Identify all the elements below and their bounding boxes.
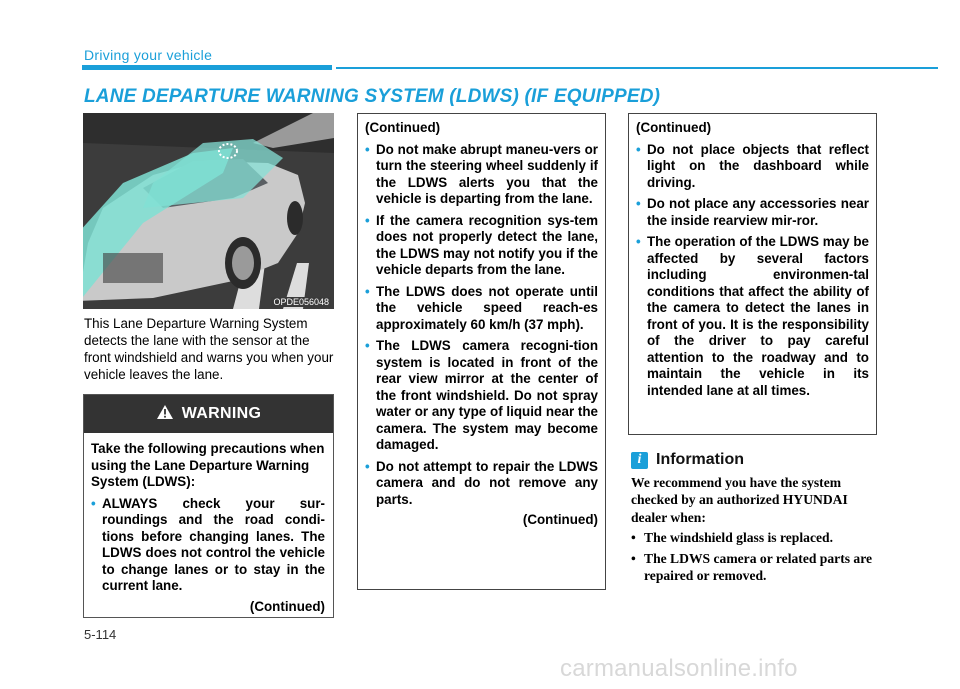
warning-box: [83, 394, 334, 618]
middle-continued-bottom: (Continued): [522, 512, 598, 527]
section-label: Driving your vehicle: [84, 47, 213, 63]
middle-warning-box: [357, 113, 606, 590]
figure-code: OPDE056048: [273, 297, 329, 307]
info-icon: i: [631, 452, 648, 469]
warning-lead: Take the following precautions when using the Lane Departure Warning System (LDWS):: [91, 441, 325, 489]
bullet-dot-icon: •: [365, 283, 370, 299]
bullet-dot-icon: •: [636, 234, 641, 249]
middle-bullet: • Do not make abrupt maneu-vers or turn the steering wheel suddenly if the LDWS alerts you that the vehicle is departing from the lane.: [365, 141, 598, 206]
right-bullet: • Do not place any accessories near the inside rearview mir-ror.: [636, 196, 869, 228]
header-rule-thin: [336, 67, 938, 69]
intro-text: This Lane Departure Warning System detects the lane with the sensor at the front windshield and warns you when your vehicle leaves the lane.: [84, 316, 334, 382]
right-continued-top: (Continued): [636, 120, 712, 135]
bullet-dot-icon: •: [631, 530, 636, 546]
middle-bullet: • If the camera recognition sys-tem does not properly detect the lane, the LDWS may not notify you if the vehicle departs from the lane.: [365, 212, 598, 277]
warning-continued: (Continued): [249, 598, 325, 614]
bullet-dot-icon: •: [365, 458, 370, 474]
middle-bullet: • The LDWS camera recogni-tion system is located in front of the rear view mirror at the center of the front windshield. Do not spray water or any type of liquid near the camera. The system may become damaged.: [365, 338, 598, 452]
watermark: carmanualsonline.info: [560, 655, 798, 682]
information-lead: We recommend you have the system checked by an authorized HYUNDAI dealer when:: [631, 475, 848, 525]
page-title: LANE DEPARTURE WARNING SYSTEM (LDWS) (IF EQUIPPED): [84, 86, 661, 107]
information-title: Information: [656, 451, 744, 468]
bullet-dot-icon: •: [365, 141, 370, 157]
middle-continued-top: (Continued): [365, 120, 441, 135]
right-bullet: • Do not place objects that reflect light on the dashboard while driving.: [636, 141, 869, 190]
right-warning-box: [628, 113, 877, 435]
information-heading: [631, 451, 744, 469]
information-text: [631, 474, 879, 584]
information-item: • The windshield glass is replaced.: [631, 530, 833, 546]
middle-bullet: • The LDWS does not operate until the vehicle speed reach-es approximately 60 km/h (37 mph).: [365, 283, 598, 332]
bullet-dot-icon: •: [631, 550, 636, 566]
car-camera-zone-illustration: [83, 113, 334, 309]
header-rule-thick: [82, 65, 332, 70]
bullet-dot-icon: •: [636, 196, 641, 211]
warning-heading: WARNING: [181, 405, 262, 422]
bullet-dot-icon: •: [365, 338, 370, 353]
bullet-dot-icon: •: [365, 212, 370, 228]
bullet-dot-icon: •: [636, 141, 641, 157]
warning-triangle-icon: [156, 404, 174, 425]
warning-header: [84, 395, 333, 433]
bullet-dot-icon: •: [91, 495, 96, 511]
car-illustration: [83, 113, 334, 309]
middle-bullet: • Do not attempt to repair the LDWS camera and do not remove any parts.: [365, 458, 598, 507]
right-bullet: • The operation of the LDWS may be affected by several factors including environmen-tal conditions that affect the ability of the camera to detect the lanes in front of you. It is the responsibility of the driver to pay careful attention to the roadway and to maintain the vehicle in its intended lane at all times.: [636, 234, 869, 398]
warning-bullet: • ALWAYS check your sur-roundings and the road condi-tions before changing lanes. The LDWS does not control the vehicle to change lanes or to stay in the current lane.: [91, 495, 325, 593]
page-number: 5-114: [84, 627, 117, 642]
information-item: • The LDWS camera or related parts are repaired or removed.: [631, 550, 873, 584]
